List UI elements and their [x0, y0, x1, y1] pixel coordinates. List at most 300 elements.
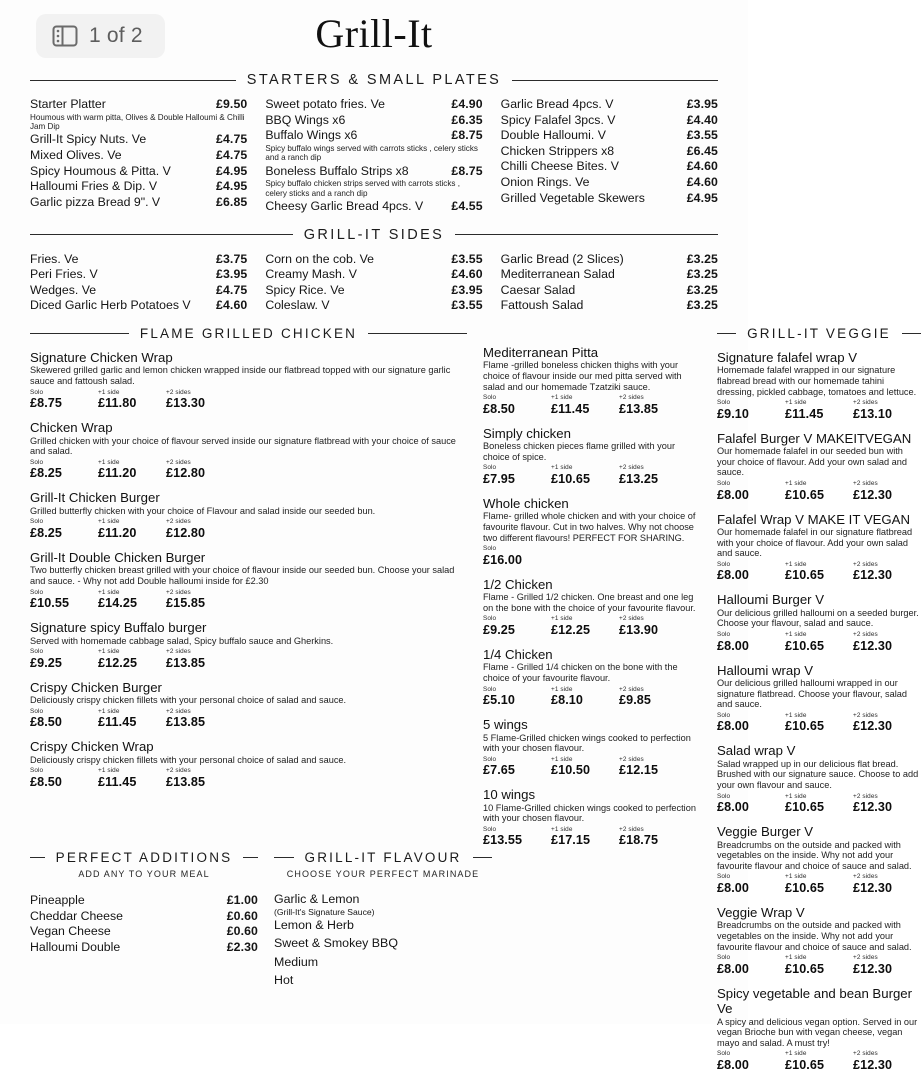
price-option-label: +2 sides [166, 388, 191, 396]
menu-row [30, 909, 258, 924]
price-option-value: £10.65 [785, 961, 825, 976]
price-option-label: Solo [717, 873, 731, 881]
price-option [853, 631, 921, 653]
rule-left [30, 857, 45, 858]
price-option-value: £11.45 [785, 406, 824, 421]
price-option-label: +1 side [98, 767, 120, 775]
menu-item [717, 824, 921, 895]
price-option-label: Solo [30, 707, 44, 715]
price-option [717, 561, 785, 583]
price-option-label: +2 sides [166, 518, 191, 526]
menu-item [30, 420, 467, 480]
price-option-value: £8.75 [30, 396, 63, 411]
menu-row [265, 164, 482, 179]
item-name: Chicken Strippers x8 [500, 143, 615, 158]
item-description: Spicy buffalo chicken strips served with carrots sticks , celery sticks and a ranch dip [265, 179, 460, 198]
menu-row [265, 199, 482, 214]
item-name: Grill-It Double Chicken Burger [30, 549, 206, 565]
item-description: Spicy buffalo wings served with carrots sticks , celery sticks and a ranch dip [265, 143, 478, 163]
price-options [483, 545, 701, 567]
item-price: £6.85 [216, 194, 248, 209]
item-name: Halloumi Double [30, 939, 121, 954]
price-option [551, 394, 619, 416]
price-option [483, 826, 551, 848]
price-option-value: £13.90 [619, 622, 659, 637]
price-option-value: £13.85 [166, 655, 206, 670]
item-description: Homemade falafel wrapped in our signature flabread bread with our homemade tahini dressing, pickled cabbage, tomatoes and lettuce. [717, 365, 917, 397]
price-option-value: £13.10 [853, 406, 893, 421]
menu-row [30, 924, 258, 939]
price-option [853, 793, 921, 815]
price-options [717, 1050, 921, 1072]
menu-row [30, 179, 247, 194]
price-options [30, 708, 467, 730]
menu-item [717, 350, 921, 421]
price-options [717, 631, 921, 653]
item-description: Boneless chicken pieces flame grilled with your choice of spice. [483, 441, 676, 462]
item-name: Diced Garlic Herb Potatoes V [30, 298, 191, 313]
price-option [785, 399, 853, 421]
price-option [853, 712, 921, 734]
price-option-value: £17.15 [551, 833, 591, 848]
rule-right [473, 857, 493, 858]
item-name: Corn on the cob. Ve [265, 251, 375, 266]
rule-left [30, 333, 129, 334]
item-description: Grilled chicken with your choice of flavour served inside our signature flatbread with your choice of sauce and salad. [30, 435, 456, 457]
item-name: Halloumi Fries & Dip. V [30, 179, 158, 194]
price-options [483, 826, 701, 848]
price-option-label: Solo [483, 685, 497, 693]
veggie-items [717, 350, 921, 1072]
price-option [785, 712, 853, 734]
item-price: £4.95 [216, 179, 248, 194]
item-name: Cheesy Garlic Bread 4pcs. V [265, 199, 424, 213]
menu-row [501, 128, 718, 143]
price-option-label: +2 sides [853, 1050, 878, 1058]
price-option [98, 459, 166, 481]
price-option-label: +1 side [785, 480, 807, 488]
price-option [853, 561, 921, 583]
price-option-label: +2 sides [619, 755, 644, 763]
rule-right [455, 234, 718, 235]
price-option-value: £12.25 [98, 655, 138, 670]
price-option-value: £8.00 [717, 719, 750, 734]
price-option-label: +2 sides [166, 458, 191, 466]
item-description: Skewered grilled garlic and lemon chicken wrapped inside our flatbread topped with our signature garlic sauce and fattoush salad. [30, 365, 451, 387]
item-name: Creamy Mash. V [265, 267, 357, 282]
item-price: £2.30 [226, 939, 258, 954]
starters-column-3 [501, 97, 718, 215]
price-option-label: +2 sides [619, 615, 644, 623]
item-price: £4.60 [686, 174, 718, 189]
item-price: £3.75 [216, 251, 248, 266]
item-price: £3.25 [686, 267, 718, 282]
section-header-chicken [30, 326, 467, 341]
section-title-starters: STARTERS & SMALL PLATES [246, 72, 502, 88]
price-option [785, 561, 853, 583]
item-price: £4.75 [216, 132, 248, 147]
brand-title: Grill-It [315, 11, 433, 56]
item-price: £4.90 [451, 97, 483, 111]
item-description: Our homemade falafel in our signature flatbread with your choice of flavour. Add your own salad and sauce. [717, 527, 913, 559]
page-indicator-label: 1 of 2 [89, 24, 143, 47]
item-name: Chicken Wrap [30, 420, 113, 436]
price-option-value: £10.65 [785, 487, 825, 502]
price-option [785, 480, 853, 502]
price-options [483, 756, 701, 778]
item-price: £4.75 [216, 148, 248, 162]
price-option [785, 793, 853, 815]
menu-row [265, 267, 482, 282]
price-option [30, 589, 98, 611]
price-option-label: Solo [717, 954, 731, 962]
menu-row [30, 195, 247, 210]
price-option-value: £10.65 [785, 1057, 825, 1072]
section-title-sides: GRILL-IT SIDES [303, 226, 445, 243]
section-header-starters [30, 72, 718, 88]
item-name: Grilled Vegetable Skewers [500, 190, 645, 205]
sides-column-2 [265, 252, 482, 314]
rule-right [368, 333, 467, 334]
item-price: £8.75 [451, 128, 483, 143]
menu-row [501, 283, 718, 298]
menu-item [717, 512, 921, 583]
price-options [717, 793, 921, 815]
price-option-value: £13.85 [166, 715, 206, 730]
price-option-value: £11.45 [98, 715, 137, 730]
price-option-label: +1 side [98, 388, 120, 396]
menu-row [30, 97, 247, 112]
price-option-value: £11.20 [98, 466, 137, 481]
starters-column-2 [265, 97, 482, 215]
item-name: Cheddar Cheese [30, 908, 123, 923]
price-option-label: +2 sides [853, 873, 878, 881]
sides-column-1 [30, 252, 247, 314]
chicken-items-2 [483, 345, 701, 848]
price-option [619, 615, 687, 637]
item-name: Buffalo Wings x6 [265, 128, 358, 143]
price-option-label: Solo [30, 588, 44, 596]
price-option [30, 389, 98, 411]
price-option [483, 464, 551, 486]
price-option-value: £9.85 [619, 693, 652, 708]
item-price: £4.75 [216, 282, 248, 297]
item-name: Grill-It Spicy Nuts. Ve [30, 132, 147, 147]
item-price: £3.25 [686, 282, 718, 297]
item-name: Garlic Bread (2 Slices) [500, 251, 624, 266]
price-option [717, 631, 785, 653]
item-description: 5 Flame-Grilled chicken wings cooked to perfection with your chosen flavour. [483, 732, 691, 754]
price-option [717, 480, 785, 502]
price-option-value: £14.25 [98, 596, 138, 611]
price-option-label: Solo [30, 648, 44, 656]
menu-row [30, 252, 247, 267]
flavour-block [274, 850, 492, 991]
menu-item [30, 350, 467, 410]
price-option-label: +1 side [551, 394, 573, 402]
menu-row [501, 267, 718, 282]
menu-item [717, 663, 921, 734]
price-option [98, 648, 166, 670]
price-option [717, 712, 785, 734]
price-option-label: Solo [717, 560, 731, 568]
price-option-value: £8.25 [30, 525, 63, 540]
price-option-label: +2 sides [853, 631, 878, 638]
price-option [785, 954, 853, 976]
price-options [483, 615, 701, 637]
item-name: Veggie Wrap V [717, 904, 805, 920]
item-name: 1/4 Chicken [483, 646, 553, 662]
rule-left [274, 857, 294, 858]
price-option [483, 394, 551, 416]
item-name: Whole chicken [483, 495, 569, 511]
price-option-value: £13.85 [166, 774, 206, 789]
menu-row [265, 113, 482, 128]
price-option-value: £8.10 [551, 693, 584, 708]
item-description: Our homemade falafel in our seeded bun with your choice of flavour. Add your own salad and sauce. [717, 446, 907, 478]
item-description: Flame -grilled boneless chicken thighs with your choice of flavour inside our med pitta served with salad and our homemade Tzatziki sauce. [483, 360, 682, 392]
flavour-item: Garlic & Lemon [274, 892, 360, 906]
price-option-value: £12.30 [853, 568, 893, 583]
item-name: BBQ Wings x6 [265, 112, 346, 127]
price-option [166, 708, 234, 730]
item-price: £6.35 [451, 112, 483, 127]
price-option [619, 756, 687, 778]
price-option-label: +1 side [785, 1050, 807, 1058]
price-option-value: £8.50 [483, 401, 516, 416]
menu-item [483, 647, 701, 707]
item-price: £8.75 [451, 163, 483, 178]
price-option-label: +2 sides [166, 588, 191, 596]
starters-column-1 [30, 97, 247, 215]
price-option-value: £9.25 [483, 622, 516, 637]
rule-left [30, 234, 293, 235]
price-option-label: +1 side [98, 707, 120, 715]
item-price: £3.25 [686, 298, 718, 313]
item-name: Peri Fries. V [30, 267, 98, 282]
price-option-label: +2 sides [853, 954, 878, 962]
item-price: £3.95 [451, 282, 483, 297]
price-option-label: +1 side [551, 615, 573, 623]
price-option [166, 767, 234, 789]
item-name: Fries. Ve [30, 251, 79, 266]
price-option [853, 1050, 921, 1072]
price-option [717, 954, 785, 976]
price-option [853, 480, 921, 502]
price-option [551, 686, 619, 708]
item-price: £9.50 [216, 97, 248, 111]
menu-row [265, 252, 482, 267]
additions-subtitle: ADD ANY TO YOUR MEAL [78, 869, 210, 879]
price-option [551, 826, 619, 848]
starters-columns [30, 97, 718, 215]
menu-item [717, 743, 921, 814]
item-price: £3.55 [451, 251, 483, 266]
chicken-items-1 [30, 350, 467, 789]
price-option [551, 756, 619, 778]
price-option [30, 518, 98, 540]
price-option-value: £10.65 [785, 719, 825, 734]
price-option-label: +1 side [98, 588, 120, 596]
price-option-value: £13.25 [619, 471, 659, 486]
price-option [30, 708, 98, 730]
menu-row [501, 175, 718, 190]
menu-row [501, 97, 718, 112]
price-option [717, 873, 785, 895]
price-options [717, 873, 921, 895]
price-options [717, 561, 921, 583]
flavour-item: Medium [274, 954, 319, 969]
item-name: Falafel Wrap V MAKE IT VEGAN [717, 511, 910, 527]
item-name: 10 wings [483, 787, 536, 803]
item-name: Spicy Rice. Ve [265, 282, 345, 297]
price-option-label: +1 side [785, 631, 807, 638]
item-price: £3.55 [686, 128, 718, 143]
menu-item [483, 787, 701, 847]
item-name: Signature falafel wrap V [717, 349, 858, 365]
menu-row [30, 132, 247, 147]
menu-item [483, 345, 701, 416]
price-option-value: £15.85 [166, 596, 206, 611]
menu-row [30, 940, 258, 955]
menu-row [501, 252, 718, 267]
price-options [30, 767, 467, 789]
menu-row [501, 144, 718, 159]
price-options [30, 648, 467, 670]
menu-item [483, 577, 701, 637]
price-option-value: £10.65 [785, 568, 825, 583]
price-option-value: £8.00 [717, 638, 750, 653]
item-price: £4.60 [216, 298, 248, 313]
price-option-label: Solo [717, 480, 731, 488]
price-option-label: +1 side [785, 399, 807, 407]
menu-item [30, 550, 467, 610]
price-option [785, 873, 853, 895]
item-name: Spicy vegetable and bean Burger Ve [717, 985, 913, 1017]
flavour-subtitle: CHOOSE YOUR PERFECT MARINADE [286, 869, 480, 879]
price-option-value: £8.50 [30, 715, 63, 730]
item-name: Signature spicy Buffalo burger [30, 620, 207, 636]
menu-row [30, 283, 247, 298]
rule-right [243, 857, 258, 858]
price-option-value: £11.80 [98, 396, 137, 411]
price-option-label: Solo [483, 464, 497, 472]
price-option-label: +1 side [551, 825, 573, 833]
price-option-label: +2 sides [853, 560, 878, 568]
item-name: 1/2 Chicken [483, 576, 553, 592]
flavour-item: Lemon & Herb [274, 917, 354, 932]
price-option-value: £11.20 [98, 525, 137, 540]
item-description: Grilled butterfly chicken with your choice of Flavour and salad inside our seeded bun. [30, 505, 376, 516]
menu-item [30, 620, 467, 670]
header-spacer [483, 316, 701, 345]
item-name: Spicy Houmous & Pitta. V [30, 163, 171, 178]
price-option-value: £10.65 [785, 800, 825, 815]
price-option-value: £12.30 [853, 961, 893, 976]
rule-right [512, 80, 718, 81]
item-name: Sweet potato fries. Ve [265, 97, 385, 111]
price-option-label: +1 side [785, 792, 807, 800]
item-price: £3.55 [451, 298, 483, 313]
section-title-chicken: FLAME GRILLED CHICKEN [139, 325, 358, 341]
price-option-value: £11.45 [98, 774, 137, 789]
price-option [717, 399, 785, 421]
price-options [483, 464, 701, 486]
price-option-value: £9.25 [30, 655, 63, 670]
price-option [785, 1050, 853, 1072]
item-description: Two butterfly chicken breast grilled with your choice of flavour inside our seeded bun. Choose your salad and sauce. - Why not add Double halloumi inside for £2.30 [30, 565, 455, 587]
price-option-label: Solo [30, 458, 44, 466]
additions-block [30, 850, 258, 991]
item-name: Halloumi Burger V [717, 592, 825, 608]
price-option-label: Solo [483, 394, 497, 402]
price-option-label: +2 sides [166, 767, 191, 775]
menu-item [30, 490, 467, 540]
price-option-label: +2 sides [619, 464, 644, 472]
price-option-label: +1 side [551, 755, 573, 763]
item-name: Wedges. Ve [30, 282, 97, 297]
additions-items [30, 893, 258, 954]
menu-row [265, 283, 482, 298]
section-title-additions: PERFECT ADDITIONS [55, 850, 233, 865]
item-price: £4.40 [686, 112, 718, 127]
price-option-label: +1 side [785, 873, 807, 881]
item-price: £1.00 [226, 893, 258, 907]
item-name: Halloumi wrap V [717, 662, 814, 678]
item-name: Crispy Chicken Burger [30, 679, 162, 695]
item-description: Breadcrumbs on the outside and packed with vegetables on the inside. Why not add your favourite flavour and choice of sauce and salad. [717, 920, 912, 952]
price-option-label: +1 side [551, 464, 573, 472]
price-options [30, 518, 467, 540]
price-option [853, 399, 921, 421]
price-options [717, 480, 921, 502]
item-name: Crispy Chicken Wrap [30, 739, 154, 755]
price-option-value: £8.00 [717, 880, 750, 895]
menu-row [30, 164, 247, 179]
menu-item [717, 905, 921, 976]
price-options [30, 459, 467, 481]
price-option-value: £10.55 [30, 596, 70, 611]
item-name: Chilli Cheese Bites. V [500, 159, 619, 174]
price-option [717, 793, 785, 815]
menu-item [717, 592, 921, 652]
sides-columns [30, 252, 718, 314]
price-option [853, 954, 921, 976]
price-option-label: Solo [483, 615, 497, 623]
price-option [98, 389, 166, 411]
price-option-value: £13.30 [166, 396, 206, 411]
menu-item [717, 431, 921, 502]
item-description: Flame - Grilled 1/4 chicken on the bone with the choice of your favourite flavour. [483, 662, 678, 683]
price-option [483, 756, 551, 778]
price-option [98, 518, 166, 540]
flavour-item: Hot [274, 973, 294, 987]
price-option [98, 589, 166, 611]
price-option-value: £12.30 [853, 638, 893, 653]
flavour-items [274, 891, 492, 989]
menu-item [30, 739, 467, 789]
price-option-value: £8.50 [30, 774, 63, 789]
price-option-value: £12.80 [166, 466, 206, 481]
item-name: Mixed Olives. Ve [30, 148, 122, 162]
item-description: Served with homemade cabbage salad, Spicy buffalo sauce and Gherkins. [30, 635, 334, 646]
price-option-value: £16.00 [483, 552, 523, 567]
item-name: Double Halloumi. V [500, 128, 606, 143]
menu-row [265, 298, 482, 313]
price-option-label: Solo [30, 767, 44, 775]
price-option [551, 464, 619, 486]
item-name: 5 wings [483, 717, 528, 733]
